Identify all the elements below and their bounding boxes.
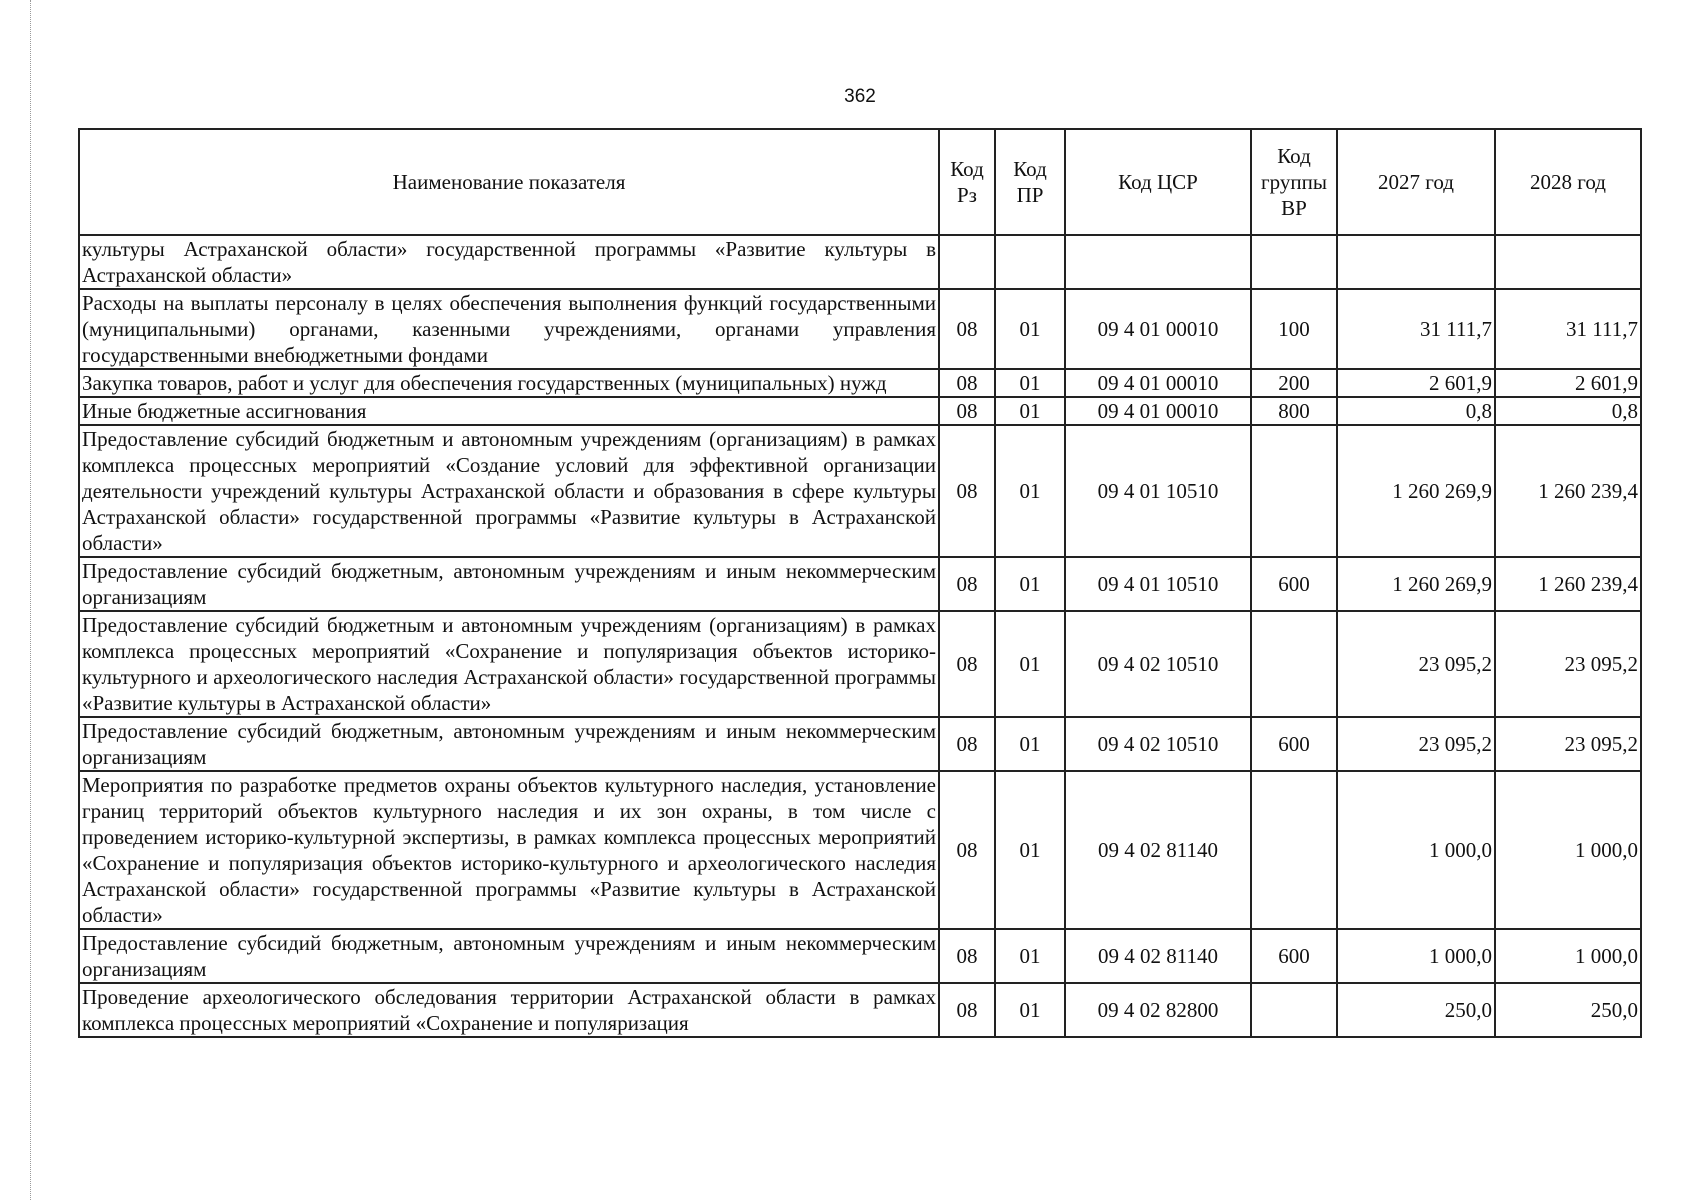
cell-rz — [939, 235, 995, 289]
cell-vr — [1251, 611, 1337, 717]
cell-name: Предоставление субсидий бюджетным, автономным учреждениям и иным некоммерческим организациям — [79, 717, 939, 771]
cell-2027: 2 601,9 — [1337, 369, 1495, 397]
cell-2028: 250,0 — [1495, 983, 1641, 1037]
cell-2028: 1 260 239,4 — [1495, 557, 1641, 611]
cell-rz: 08 — [939, 771, 995, 929]
cell-2027: 1 000,0 — [1337, 929, 1495, 983]
cell-vr: 600 — [1251, 717, 1337, 771]
cell-2027: 31 111,7 — [1337, 289, 1495, 369]
cell-2027 — [1337, 235, 1495, 289]
cell-pr: 01 — [995, 289, 1065, 369]
cell-2027: 1 000,0 — [1337, 771, 1495, 929]
cell-pr: 01 — [995, 425, 1065, 557]
cell-csr: 09 4 01 00010 — [1065, 289, 1251, 369]
header-pr: Код ПР — [995, 129, 1065, 235]
cell-rz: 08 — [939, 983, 995, 1037]
margin-dotted-line — [30, 0, 31, 1200]
cell-csr: 09 4 01 10510 — [1065, 425, 1251, 557]
table-row — [79, 717, 1641, 771]
cell-rz: 08 — [939, 717, 995, 771]
cell-2027: 1 260 269,9 — [1337, 557, 1495, 611]
cell-2027: 23 095,2 — [1337, 717, 1495, 771]
header-vr: Код группы ВР — [1251, 129, 1337, 235]
table-row — [79, 235, 1641, 289]
header-rz: Код Рз — [939, 129, 995, 235]
cell-vr — [1251, 983, 1337, 1037]
cell-csr: 09 4 01 10510 — [1065, 557, 1251, 611]
cell-vr: 600 — [1251, 557, 1337, 611]
cell-csr: 09 4 02 82800 — [1065, 983, 1251, 1037]
cell-pr: 01 — [995, 717, 1065, 771]
budget-table — [78, 128, 1642, 1038]
cell-pr: 01 — [995, 557, 1065, 611]
cell-2028: 1 000,0 — [1495, 929, 1641, 983]
cell-rz: 08 — [939, 611, 995, 717]
cell-rz: 08 — [939, 929, 995, 983]
cell-rz: 08 — [939, 369, 995, 397]
cell-2028: 0,8 — [1495, 397, 1641, 425]
table-row — [79, 611, 1641, 717]
header-2027: 2027 год — [1337, 129, 1495, 235]
table-row — [79, 929, 1641, 983]
table-row — [79, 771, 1641, 929]
cell-csr: 09 4 01 00010 — [1065, 397, 1251, 425]
table-row — [79, 289, 1641, 369]
cell-name: Проведение археологического обследования территории Астраханской области в рамках комплекса процессных мероприятий «Сохранение и популяризация — [79, 983, 939, 1037]
cell-csr: 09 4 01 00010 — [1065, 369, 1251, 397]
cell-name: Предоставление субсидий бюджетным и автономным учреждениям (организациям) в рамках комплекса процессных мероприятий «Создание условий для эффективной организации деятельности учреждений культуры Астраханской области и образования в сфере культуры Астраханской области» государственной программы «Развитие культуры в Астраханской области» — [79, 425, 939, 557]
header-row — [79, 129, 1641, 235]
table-header — [79, 129, 1641, 235]
cell-name: Расходы на выплаты персоналу в целях обеспечения выполнения функций государственными (муниципальными) органами, казенными учреждениями, органами управления государственными внебюджетными фондами — [79, 289, 939, 369]
cell-2027: 0,8 — [1337, 397, 1495, 425]
cell-vr: 800 — [1251, 397, 1337, 425]
cell-name: Предоставление субсидий бюджетным, автономным учреждениям и иным некоммерческим организациям — [79, 929, 939, 983]
cell-vr — [1251, 771, 1337, 929]
cell-name: Предоставление субсидий бюджетным, автономным учреждениям и иным некоммерческим организациям — [79, 557, 939, 611]
cell-csr: 09 4 02 10510 — [1065, 717, 1251, 771]
cell-2028: 23 095,2 — [1495, 717, 1641, 771]
table-body — [79, 235, 1641, 1037]
cell-pr: 01 — [995, 929, 1065, 983]
cell-name: культуры Астраханской области» государственной программы «Развитие культуры в Астраханской области» — [79, 235, 939, 289]
cell-2027: 1 260 269,9 — [1337, 425, 1495, 557]
cell-pr: 01 — [995, 369, 1065, 397]
table-row — [79, 983, 1641, 1037]
cell-vr — [1251, 235, 1337, 289]
cell-2027: 23 095,2 — [1337, 611, 1495, 717]
cell-name: Предоставление субсидий бюджетным и автономным учреждениям (организациям) в рамках комплекса процессных мероприятий «Сохранение и популяризация объектов историко-культурного и археологического наследия Астраханской области» государственной программы «Развитие культуры в Астраханской области» — [79, 611, 939, 717]
cell-csr — [1065, 235, 1251, 289]
cell-pr — [995, 235, 1065, 289]
cell-2028: 31 111,7 — [1495, 289, 1641, 369]
cell-rz: 08 — [939, 557, 995, 611]
cell-pr: 01 — [995, 983, 1065, 1037]
cell-name: Мероприятия по разработке предметов охраны объектов культурного наследия, установление границ территорий объектов культурного наследия и их зон охраны, в том числе с проведением историко-культурной экспертизы, в рамках комплекса процессных мероприятий «Сохранение и популяризация объектов историко-культурного и археологического наследия Астраханской области» государственной программы «Развитие культуры в Астраханской области» — [79, 771, 939, 929]
header-name: Наименование показателя — [79, 129, 939, 235]
page-number: 362 — [844, 86, 876, 107]
cell-pr: 01 — [995, 771, 1065, 929]
cell-csr: 09 4 02 10510 — [1065, 611, 1251, 717]
cell-2028 — [1495, 235, 1641, 289]
table-row — [79, 425, 1641, 557]
cell-vr: 200 — [1251, 369, 1337, 397]
cell-2028: 1 000,0 — [1495, 771, 1641, 929]
table-row — [79, 397, 1641, 425]
cell-rz: 08 — [939, 425, 995, 557]
table-row — [79, 557, 1641, 611]
cell-2027: 250,0 — [1337, 983, 1495, 1037]
cell-name: Иные бюджетные ассигнования — [79, 397, 939, 425]
cell-vr: 100 — [1251, 289, 1337, 369]
cell-pr: 01 — [995, 397, 1065, 425]
cell-csr: 09 4 02 81140 — [1065, 771, 1251, 929]
cell-2028: 23 095,2 — [1495, 611, 1641, 717]
header-2028: 2028 год — [1495, 129, 1641, 235]
cell-rz: 08 — [939, 289, 995, 369]
cell-2028: 2 601,9 — [1495, 369, 1641, 397]
header-csr: Код ЦСР — [1065, 129, 1251, 235]
cell-rz: 08 — [939, 397, 995, 425]
cell-2028: 1 260 239,4 — [1495, 425, 1641, 557]
cell-vr — [1251, 425, 1337, 557]
cell-vr: 600 — [1251, 929, 1337, 983]
table-row — [79, 369, 1641, 397]
cell-name: Закупка товаров, работ и услуг для обеспечения государственных (муниципальных) нужд — [79, 369, 939, 397]
cell-pr: 01 — [995, 611, 1065, 717]
cell-csr: 09 4 02 81140 — [1065, 929, 1251, 983]
